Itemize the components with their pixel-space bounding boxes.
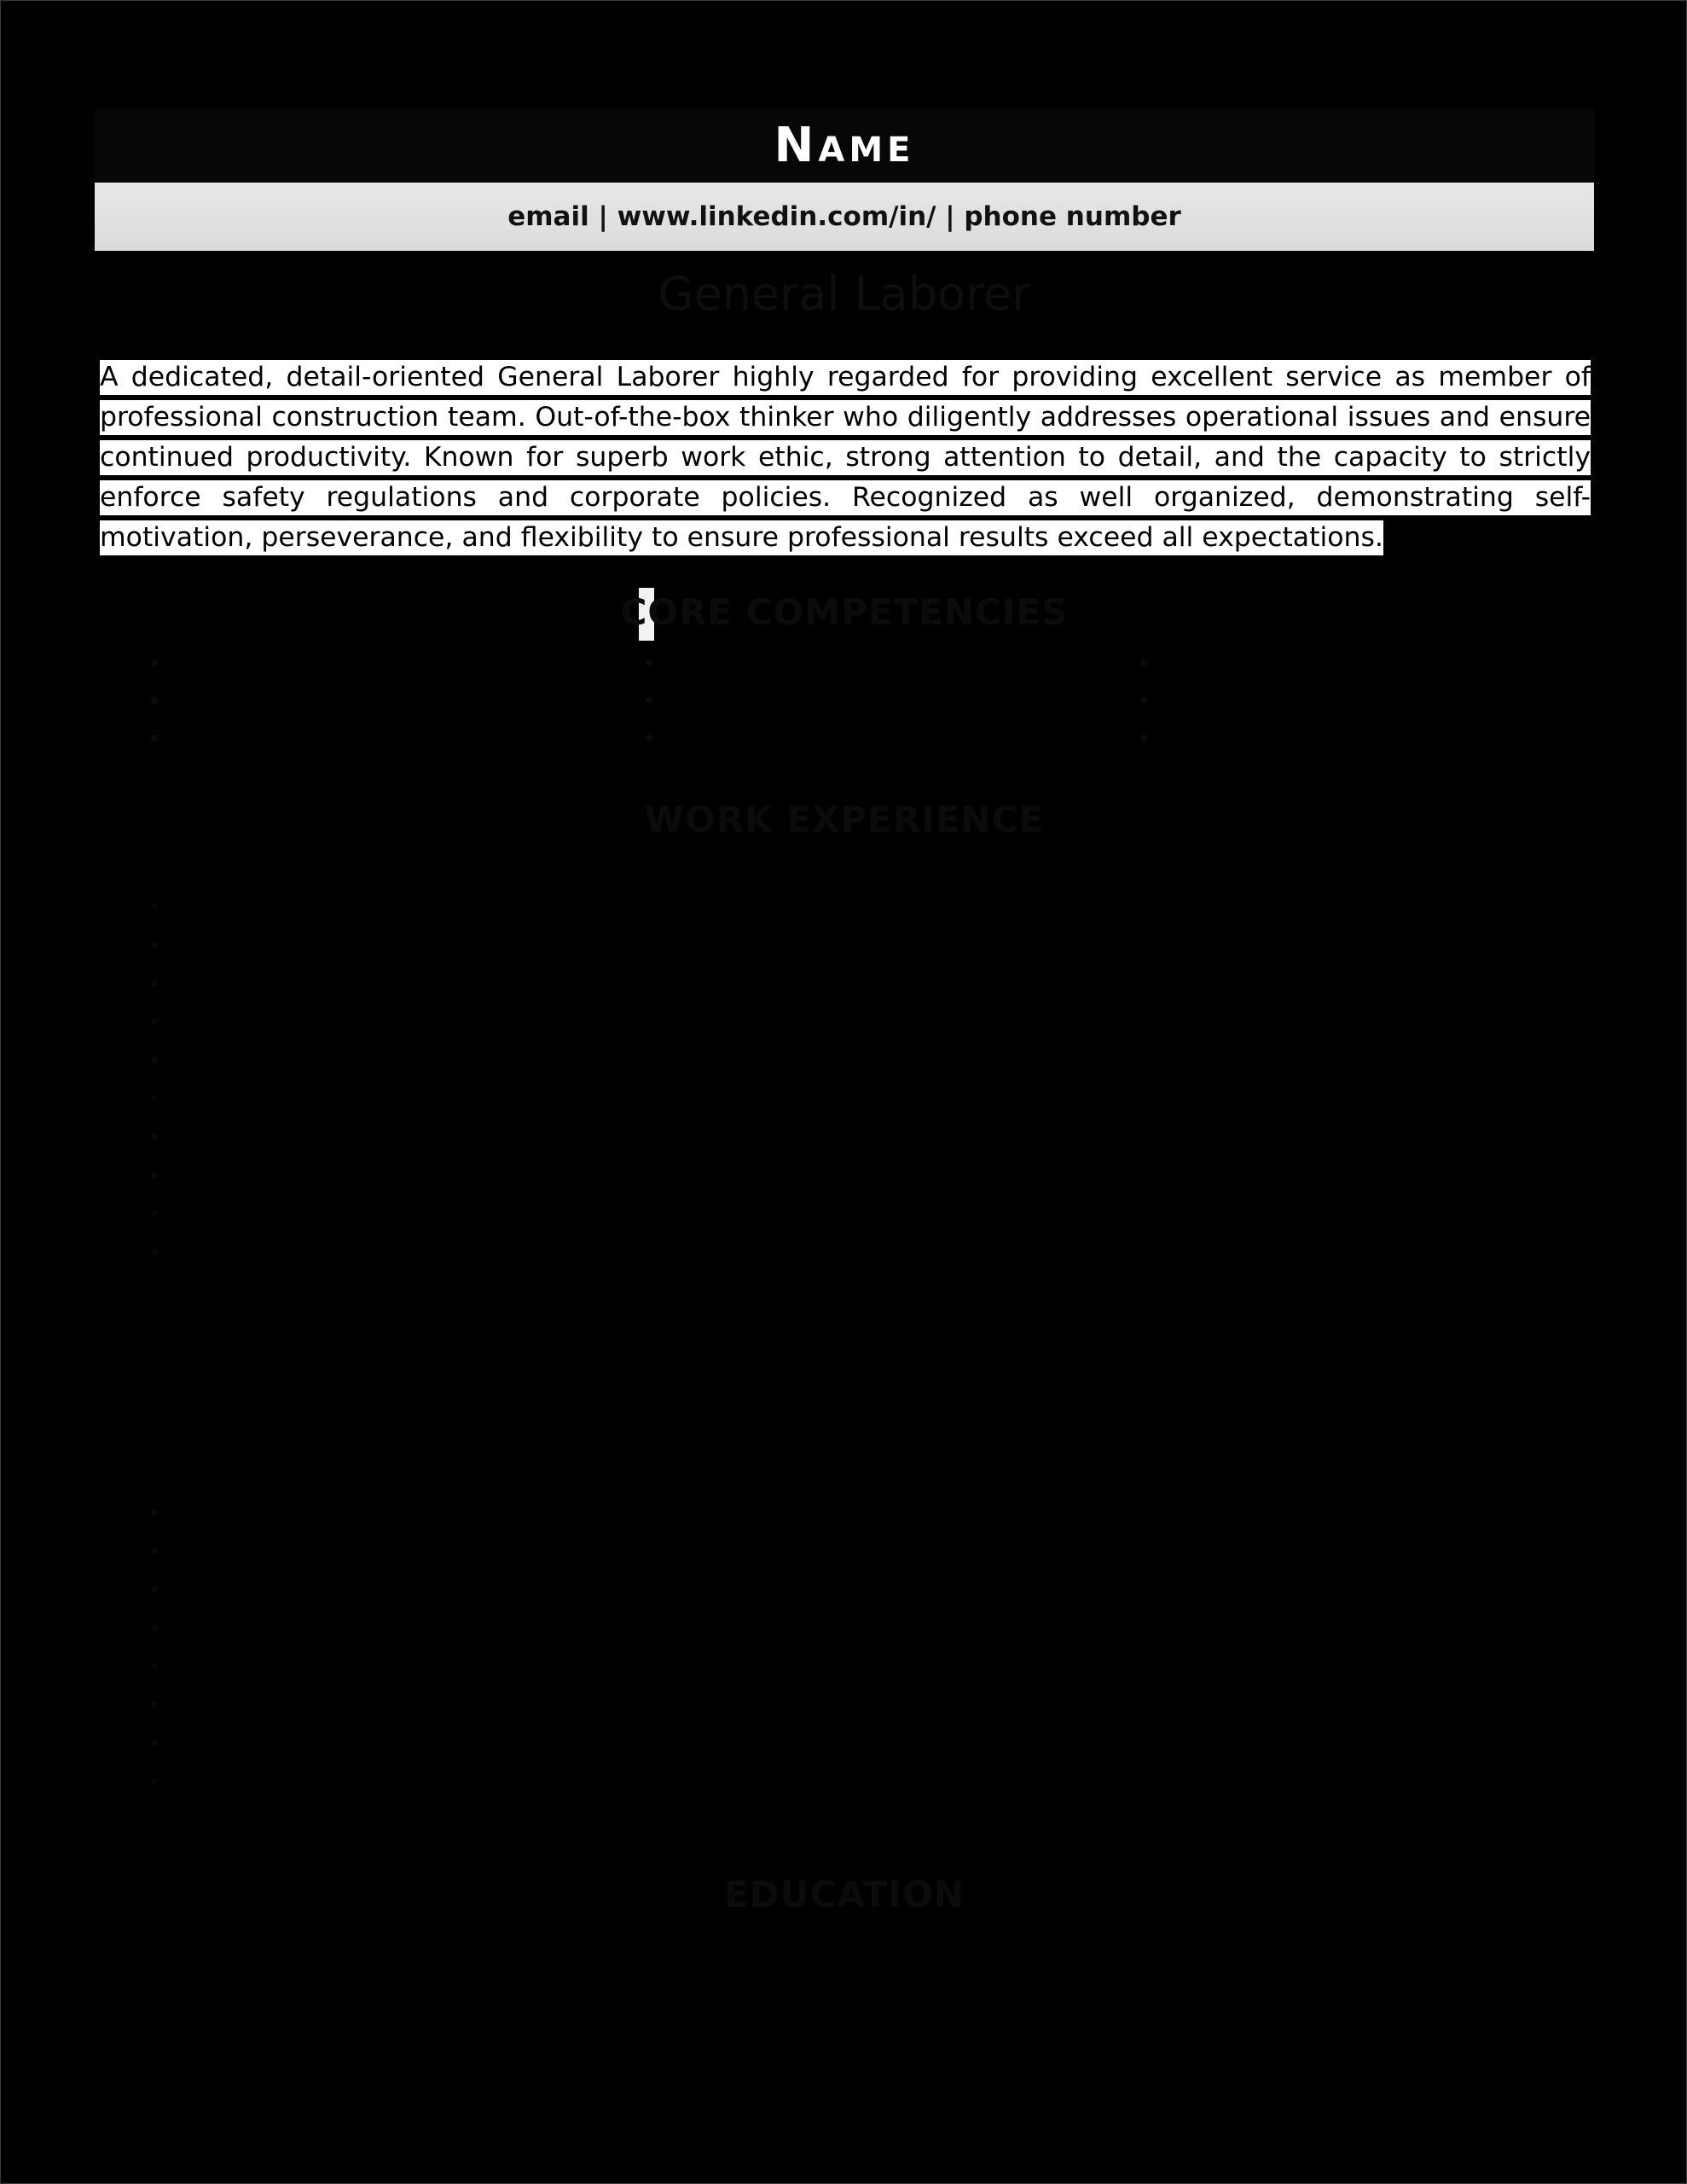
competency-item bbox=[1139, 649, 1532, 678]
bullet-item bbox=[150, 965, 1549, 1003]
bullet-item bbox=[150, 1494, 1549, 1532]
bullet-item bbox=[150, 1686, 1549, 1724]
contact-info: email | www.linkedin.com/in/ | phone number bbox=[507, 201, 1181, 232]
contact-bar bbox=[95, 183, 1594, 251]
bullet-item bbox=[150, 1647, 1549, 1686]
bullet-item bbox=[150, 1234, 1549, 1272]
job-bullets bbox=[150, 1494, 1549, 1801]
bullet-item bbox=[150, 1118, 1549, 1157]
candidate-name: NAME bbox=[774, 117, 915, 173]
competency-item bbox=[150, 724, 645, 753]
competency-item bbox=[645, 724, 1139, 753]
bullet-item bbox=[150, 1157, 1549, 1195]
competency-item bbox=[645, 649, 1139, 678]
education-heading: EDUCATION bbox=[724, 1873, 965, 1915]
bullet-item bbox=[150, 1003, 1549, 1042]
bullet-item bbox=[150, 1571, 1549, 1609]
competency-item bbox=[645, 687, 1139, 716]
bullet-item bbox=[150, 1609, 1549, 1647]
core-competencies-heading: CORE COMPETENCIES bbox=[620, 591, 1069, 633]
bullet-item bbox=[150, 888, 1549, 926]
bullet-item bbox=[150, 1080, 1549, 1118]
summary-text: A dedicated, detail-oriented General Laborer highly regarded for providing excellent service as member of professional construction team. Out-of-the-box thinker who diligently addresses operational issues and ensure continued productivity. Known for superb work ethic, strong attention to detail, and the capacity to strictly enforce safety regulations and corporate policies. Recognized as well organized, demonstrating self-motivation, perseverance, and flexibility to ensure professional results exceed all expectations. bbox=[100, 360, 1591, 555]
competency-item bbox=[150, 687, 645, 716]
professional-summary bbox=[100, 357, 1591, 558]
bullet-item bbox=[150, 1724, 1549, 1763]
bullet-item bbox=[150, 1763, 1549, 1801]
competencies-list bbox=[150, 649, 1532, 753]
job-title: General Laborer bbox=[658, 267, 1031, 321]
bullet-item bbox=[150, 1195, 1549, 1234]
competency-item bbox=[1139, 687, 1532, 716]
name-header bbox=[95, 108, 1594, 182]
bullet-item bbox=[150, 1532, 1549, 1571]
bullet-item bbox=[150, 1042, 1549, 1080]
competency-item bbox=[1139, 724, 1532, 753]
bullet-item bbox=[150, 926, 1549, 965]
job-bullets bbox=[150, 888, 1549, 1272]
competency-item bbox=[150, 649, 645, 678]
work-experience-heading: WORK EXPERIENCE bbox=[644, 799, 1045, 840]
